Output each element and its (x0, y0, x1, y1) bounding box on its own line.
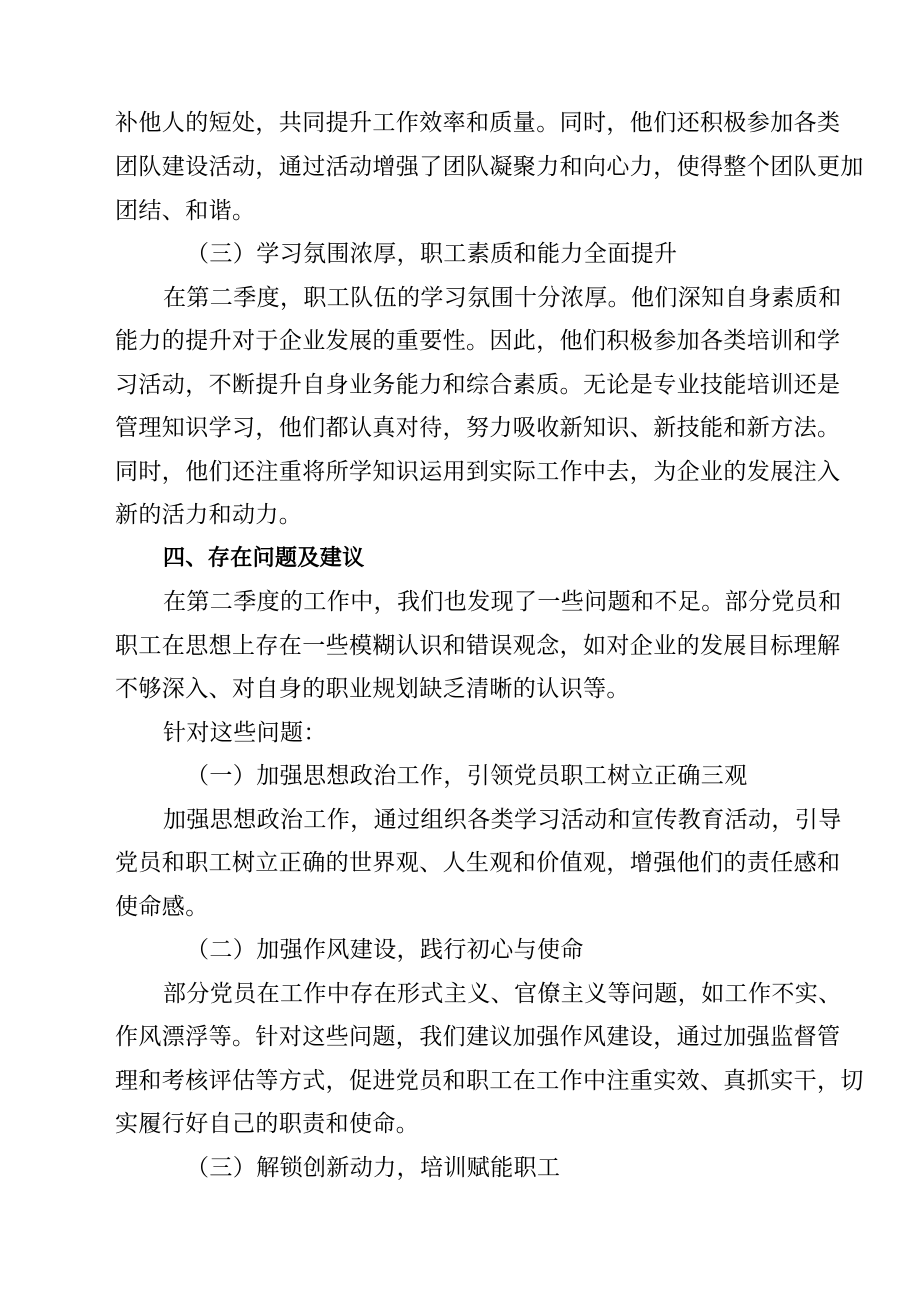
paragraph-line: 实履行好自己的职责和使命。 (115, 1111, 420, 1137)
paragraph-line: 职工在思想上存在一些模糊认识和错误观念，如对企业的发展目标理解 (115, 633, 841, 659)
subsection-heading: （二）加强作风建设，践行初心与使命 (186, 937, 584, 963)
paragraph-line: 能力的提升对于企业发展的重要性。因此，他们积极参加各类培训和学 (115, 328, 841, 354)
paragraph-line: 作风漂浮等。针对这些问题，我们建议加强作风建设，通过加强监督管 (115, 1024, 841, 1050)
paragraph-line: 团队建设活动，通过活动增强了团队凝聚力和向心力，使得整个团队更加 (115, 154, 864, 180)
paragraph-line: 团结、和谐。 (115, 198, 256, 224)
paragraph-line: 理和考核评估等方式，促进党员和职工在工作中注重实效、真抓实干，切 (115, 1068, 864, 1094)
paragraph-line: 在第二季度的工作中，我们也发现了一些问题和不足。部分党员和 (163, 589, 842, 615)
paragraph-line: 补他人的短处，共同提升工作效率和质量。同时，他们还积极参加各类 (115, 110, 841, 136)
section-heading: 四、存在问题及建议 (163, 546, 365, 571)
paragraph-line: 党员和职工树立正确的世界观、人生观和价值观，增强他们的责任感和 (115, 850, 841, 876)
paragraph-line: 部分党员在工作中存在形式主义、官僚主义等问题，如工作不实、 (163, 981, 842, 1007)
paragraph-line: 加强思想政治工作，通过组织各类学习活动和宣传教育活动，引导 (163, 807, 842, 833)
paragraph-line: 使命感。 (115, 894, 209, 920)
subsection-heading: （一）加强思想政治工作，引领党员职工树立正确三观 (186, 763, 748, 789)
paragraph-line: 管理知识学习，他们都认真对待，努力吸收新知识、新技能和新方法。 (115, 415, 841, 441)
paragraph-line: 在第二季度，职工队伍的学习氛围十分浓厚。他们深知自身素质和 (163, 285, 842, 311)
paragraph-line: 同时，他们还注重将所学知识运用到实际工作中去，为企业的发展注入 (115, 459, 841, 485)
paragraph-line: 不够深入、对自身的职业规划缺乏清晰的认识等。 (115, 676, 630, 702)
paragraph-line: 针对这些问题： (163, 720, 327, 746)
subsection-heading: （三）解锁创新动力，培训赋能职工 (186, 1155, 561, 1181)
paragraph-line: 新的活力和动力。 (115, 502, 303, 528)
paragraph-line: 习活动，不断提升自身业务能力和综合素质。无论是专业技能培训还是 (115, 372, 841, 398)
subsection-heading: （三）学习氛围浓厚，职工素质和能力全面提升 (186, 241, 678, 267)
